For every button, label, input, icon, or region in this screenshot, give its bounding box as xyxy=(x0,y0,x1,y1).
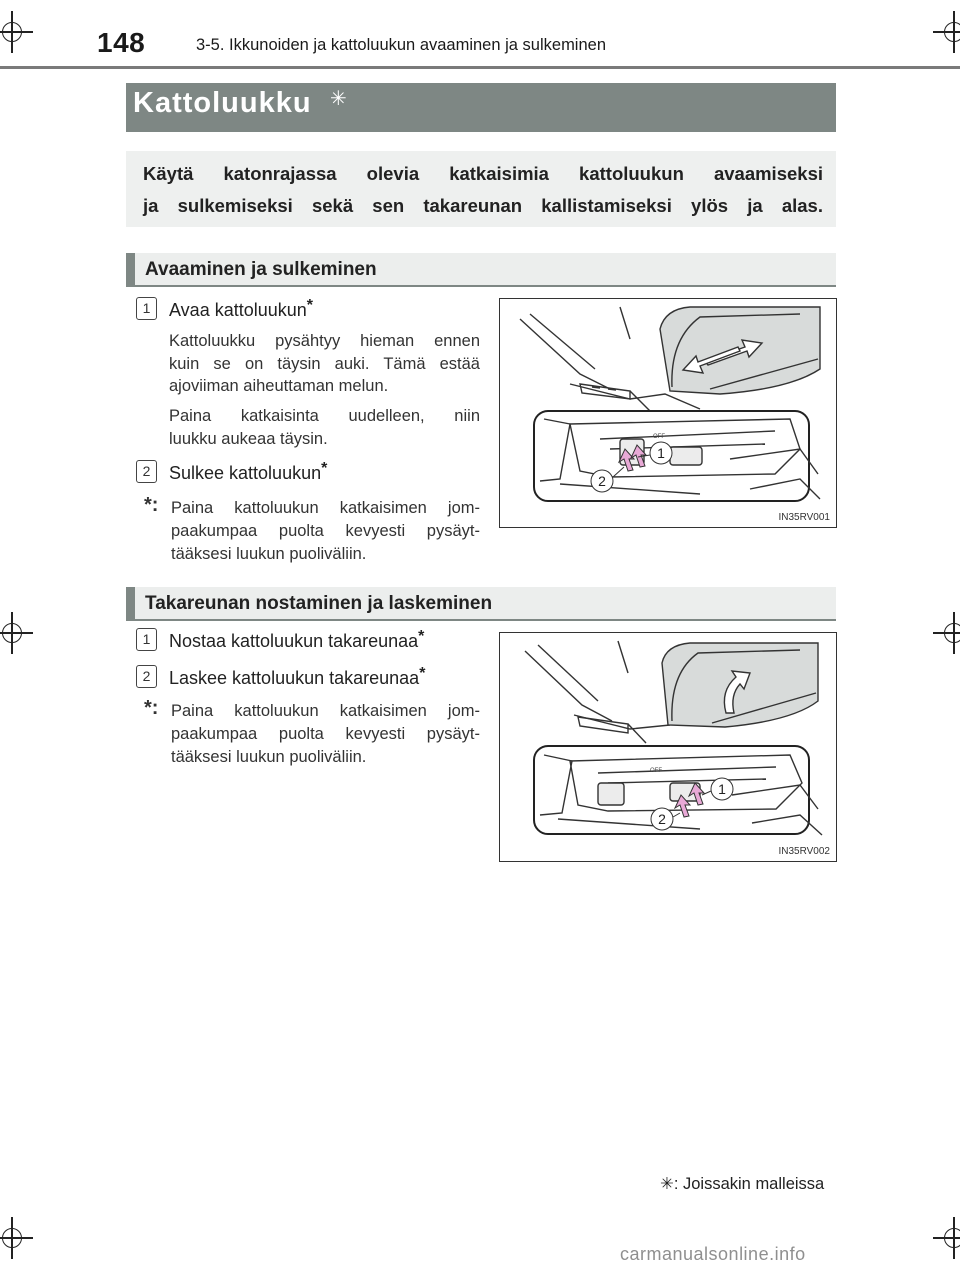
item-number: 1 xyxy=(136,628,157,651)
intro-line: Käytä katonrajassa olevia katkaisimia kattoluukun avaamiseksi xyxy=(143,163,823,184)
item-number: 2 xyxy=(136,665,157,688)
note-marker: *: xyxy=(144,494,159,516)
section-marker xyxy=(126,587,135,621)
sunroof-tilt-illustration xyxy=(500,633,836,861)
footnote-text: : Joissakin malleissa xyxy=(673,1175,825,1193)
page-title: Kattoluukku xyxy=(133,87,312,119)
figure-code: IN35RV002 xyxy=(778,846,830,857)
section-marker xyxy=(126,253,135,287)
figure-sunroof-open-close xyxy=(499,298,837,528)
callout-1: 1 xyxy=(657,445,665,461)
figure-sunroof-tilt xyxy=(499,632,837,862)
figure-code: IN35RV001 xyxy=(778,512,830,523)
note-text: Paina kattoluukun katkaisimen jom- paakumpaa puolta kevyesti pysäyt- tääksesi luukun puoliväliin. xyxy=(171,702,480,766)
title-asterisk: ✳ xyxy=(330,88,347,110)
sunroof-illustration xyxy=(500,299,836,527)
intro-line: ja sulkemiseksi sekä sen takareunan kallistamiseksi ylös ja alas. xyxy=(143,195,823,216)
registration-mark-icon xyxy=(941,620,960,646)
off-label: OFF xyxy=(650,768,662,774)
note-marker: *: xyxy=(144,697,159,719)
item-body: Paina katkaisinta uudelleen, niin luukku aukeaa täysin. xyxy=(169,407,480,448)
item-body: Kattoluukku pysähtyy hieman ennen kuin se on täysin auki. Tämä estää ajoviiman aiheuttaman melun. xyxy=(169,332,480,395)
header-rule xyxy=(0,66,960,69)
page-number: 148 xyxy=(97,27,146,58)
callout-1: 1 xyxy=(718,781,726,797)
off-label: OFF xyxy=(653,434,665,440)
intro-text xyxy=(143,158,823,222)
registration-mark-icon xyxy=(941,1225,960,1251)
note-text: Paina kattoluukun katkaisimen jom- paakumpaa puolta kevyesti pysäyt- tääksesi luukun puoliväliin. xyxy=(171,499,480,563)
item-number: 1 xyxy=(136,297,157,320)
running-head: 3-5. Ikkunoiden ja kattoluukun avaaminen ja sulkeminen xyxy=(196,36,607,54)
item-label: Nostaa kattoluukun takareunaa* xyxy=(169,628,425,651)
section-title: Takareunan nostaminen ja laskeminen xyxy=(145,593,493,614)
item-label: Laskee kattoluukun takareunaa* xyxy=(169,665,426,688)
registration-mark-icon xyxy=(941,19,960,45)
item-label: Avaa kattoluukun* xyxy=(169,297,314,320)
item-number: 2 xyxy=(136,460,157,483)
callout-2: 2 xyxy=(598,473,606,489)
section-title: Avaaminen ja sulkeminen xyxy=(145,259,377,280)
watermark: carmanualsonline.info xyxy=(620,1244,806,1264)
footnote xyxy=(660,1174,824,1194)
registration-mark-icon xyxy=(0,19,25,45)
registration-mark-icon xyxy=(0,1225,25,1251)
item-label: Sulkee kattoluukun* xyxy=(169,460,328,483)
footnote-marker: ✳ xyxy=(660,1175,674,1193)
registration-mark-icon xyxy=(0,620,25,646)
callout-2: 2 xyxy=(658,811,666,827)
